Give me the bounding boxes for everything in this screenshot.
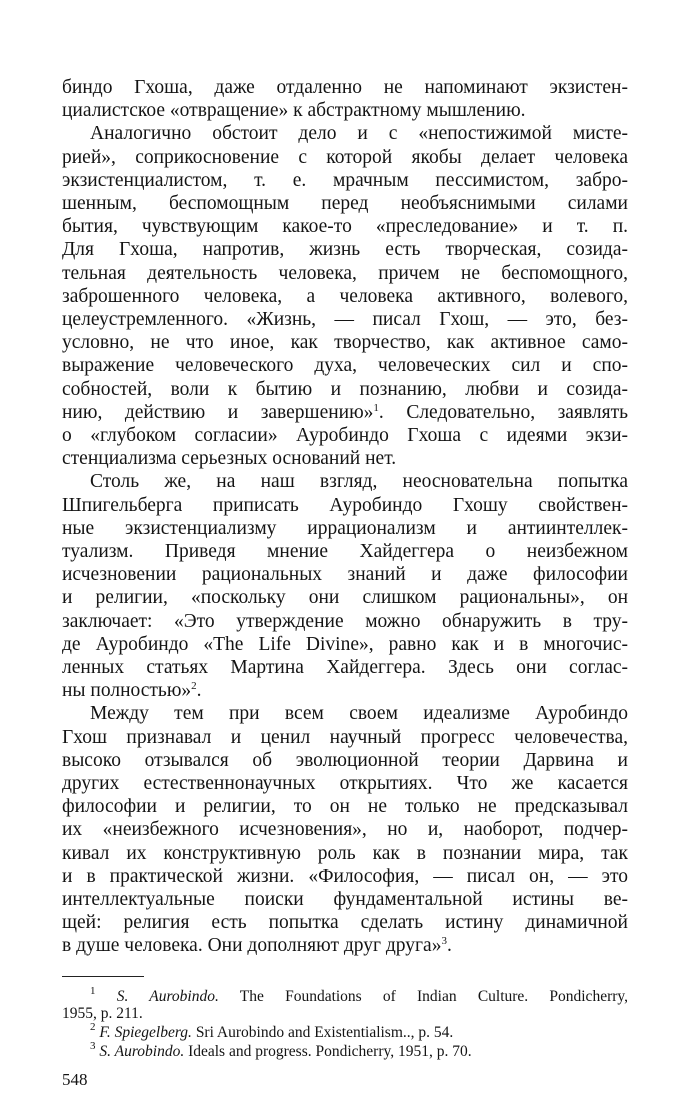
text-line: целеустремленного. «Жизнь, — писал Гхош, — это, без-: [62, 309, 628, 330]
text-line: щей: религия есть попытка сделать истину динамичной: [62, 912, 628, 934]
text-segment: ны полностью»: [62, 680, 192, 702]
text-line: о «глубоком согласии» Ауробиндо Гхоша с идеями экзи-: [62, 425, 628, 446]
text-line: Для Гхоша, напротив, жизнь есть творческая, созида-: [62, 239, 628, 261]
footnote: [90, 1039, 628, 1061]
footnote: [90, 984, 629, 1006]
text-segment: нию, действию и завершению»: [62, 401, 374, 423]
text-line: и в практической жизни. «Философия, — писал он, — это: [62, 865, 628, 887]
text-line: шенным, беспомощным перед необъяснимыми силами: [62, 193, 628, 214]
text-line: [62, 401, 628, 425]
text-line: и религии, «поскольку они слишком рациональны», он: [62, 587, 628, 609]
text-line: биндо Гхоша, даже отдаленно не напоминают экзистен-: [62, 77, 628, 98]
page-number: 548: [62, 1070, 88, 1089]
footnote-mark: 3: [90, 1039, 96, 1052]
text-line: условно, не что иное, как творчество, как активное само-: [62, 332, 628, 354]
text-line: других естественнонаучных открытиях. Что же касается: [62, 773, 628, 794]
text-line: интеллектуальные поиски фундаментальной истины ве-: [62, 889, 628, 910]
text-line: Между тем при всем своем идеализме Ауробиндо: [90, 703, 628, 725]
footnote-text: The Foundations of Indian Culture. Pondicherry,: [218, 987, 629, 1005]
text-line: Шпигельберга приписать Ауробиндо Гхошу свойствен-: [62, 494, 628, 516]
text-line: туализм. Приведя мнение Хайдеггера о неизбежном: [62, 541, 628, 562]
footnote-author: F. Spiegelberg.: [95, 1023, 192, 1041]
text-segment: .: [196, 680, 202, 702]
text-line: бытия, чувствующим какое-то «преследование» и т. п.: [62, 216, 628, 238]
text-line: Столь же, на наш взгляд, неосновательна попытка: [90, 471, 628, 493]
footnote: [90, 1020, 628, 1042]
footnote-divider: [62, 976, 144, 977]
footnote-author: S. Aurobindo.: [95, 987, 219, 1005]
footnote-ref: 2: [191, 680, 197, 693]
text-line: Аналогично обстоит дело и с «непостижимой мисте-: [90, 123, 628, 145]
footnote-continuation: 1955, p. 211.: [62, 1004, 143, 1022]
text-segment: . Следовательно, заявлять: [378, 401, 628, 423]
text-line: собностей, воли к бытию и познанию, любви и созида-: [62, 378, 628, 400]
text-line: ные экзистенциализму иррационализм и антиинтеллек-: [62, 517, 628, 539]
text-line: ленных статьях Мартина Хайдеггера. Здесь они соглас-: [62, 657, 628, 678]
text-line: исчезновении рациональных знаний и даже философии: [62, 564, 628, 586]
text-line: заброшенного человека, а человека активного, волевого,: [62, 285, 628, 307]
text-line: философии и религии, то он не только не предсказывал: [62, 796, 628, 818]
text-line: высоко отзывался об эволюционной теории Дарвина и: [62, 749, 628, 771]
text-segment: .: [446, 935, 452, 957]
footnote-mark: 2: [90, 1020, 96, 1033]
footnote-ref: 1: [373, 401, 379, 414]
footnote-author: S. Aurobindo.: [95, 1042, 185, 1060]
footnote-ref: 3: [441, 935, 447, 948]
text-line: выражение человеческого духа, человеческих сил и спо-: [62, 355, 628, 377]
text-line: заключает: «Это утверждение можно обнаружить в тру-: [62, 610, 628, 632]
text-line: тельная деятельность человека, причем не беспомощного,: [62, 262, 628, 284]
text-line: циалистское «отвращение» к абстрактному мышлению.: [62, 100, 526, 122]
footnote-mark: 1: [90, 984, 96, 997]
text-line: их «неизбежного исчезновения», но и, наоборот, подчер-: [62, 819, 628, 841]
text-line: [62, 679, 628, 703]
text-line: экзистенциалистом, т. е. мрачным пессимистом, забро-: [62, 169, 628, 191]
text-line: де Ауробиндо «The Life Divine», равно как и в многочис-: [62, 633, 628, 655]
text-line: рией», соприкосновение с которой якобы делает человека: [62, 146, 628, 168]
text-line: [62, 934, 628, 958]
footnote-text: Ideals and progress. Pondicherry, 1951, p. 70.: [184, 1042, 472, 1060]
text-line: Гхош признавал и ценил научный прогресс человечества,: [62, 726, 628, 748]
footnote-text: Sri Aurobindo and Existentialism.., p. 54.: [191, 1023, 454, 1041]
text-line: кивал их конструктивную роль как в познании мира, так: [62, 842, 628, 864]
text-segment: в душе человека. Они дополняют друг друга»: [62, 935, 442, 957]
text-line: стенциализма серьезных оснований нет.: [62, 448, 397, 470]
